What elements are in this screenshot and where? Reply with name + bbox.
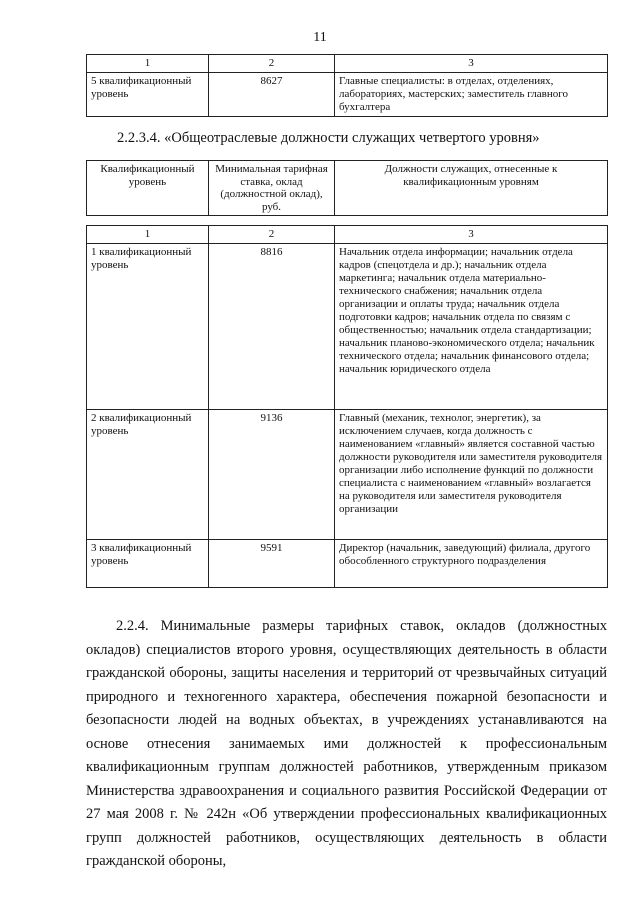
col-number-3: 3 (335, 55, 608, 73)
column-number-row (87, 55, 608, 73)
header-spacer (87, 216, 608, 226)
section-heading: 2.2.3.4. «Общеотраслевые должности служащих четвертого уровня» (117, 130, 540, 146)
col-number-1: 1 (87, 55, 209, 73)
col-number-1: 1 (87, 226, 209, 244)
table-row (87, 540, 608, 588)
salary-rate: 9136 (209, 410, 335, 540)
page-number: 11 (313, 30, 327, 45)
column-number-row (87, 226, 608, 244)
body-paragraph (86, 615, 607, 874)
table-row (87, 410, 608, 540)
header-qualification-level: Квалификационный уровень (87, 161, 209, 216)
positions-list: Главный (механик, технолог, энергетик), за исключением случаев, когда должность с наименованием «главный» является составной частью должности руководителя или заместителя руководителя организации либо исполнение функций по должности специалиста с наименованием «главный» возлагается на руководителя или заместителя руководителя организации (335, 410, 608, 540)
salary-rate: 9591 (209, 540, 335, 588)
salary-rate: 8816 (209, 244, 335, 410)
col-number-2: 2 (209, 226, 335, 244)
positions-list: Начальник отдела информации; начальник отдела кадров (спецотдела и др.); начальник отдела маркетинга; начальник отдела материально-технического снабжения; начальник отдела организации и оплаты труда; начальник отдела подготовки кадров; начальник отдела по связям с общественностью; начальник отдела стандартизации; начальник планово-экономического отдела; начальник технического отдела; начальник финансового отдела; начальник юридического отдела (335, 244, 608, 410)
qualification-level: 1 квалификационный уровень (87, 244, 209, 410)
table-row (87, 244, 608, 410)
positions-list: Главные специалисты: в отделах, отделениях, лабораториях, мастерских; заместитель главного бухгалтера (335, 73, 608, 117)
col-number-3: 3 (335, 226, 608, 244)
table-row (87, 73, 608, 117)
table-continuation (86, 54, 608, 117)
header-min-rate: Минимальная тарифная ставка, оклад (должностной оклад), руб. (209, 161, 335, 216)
positions-list: Директор (начальник, заведующий) филиала, другого обособленного структурного подразделения (335, 540, 608, 588)
qualification-level: 3 квалификационный уровень (87, 540, 209, 588)
salary-rate: 8627 (209, 73, 335, 117)
col-number-2: 2 (209, 55, 335, 73)
header-row (87, 161, 608, 216)
qualification-level: 5 квалификационный уровень (87, 73, 209, 117)
table-fourth-level (86, 160, 608, 588)
qualification-level: 2 квалификационный уровень (87, 410, 209, 540)
header-positions: Должности служащих, отнесенные к квалификационным уровням (335, 161, 608, 216)
paragraph-text: 2.2.4. Минимальные размеры тарифных ставок, окладов (должностных окладов) специалистов второго уровня, осуществляющих деятельность в области гражданской обороны, защиты населения и территорий от чрезвычайных ситуаций природного и техногенного характера, обеспечения пожарной безопасности и безопасности людей на водных объектах, в учреждениях устанавливаются на основе отнесения занимаемых ими должностей к профессиональным квалификационным группам должностей работников, утвержденным приказом Министерства здравоохранения и социального развития Российской Федерации от 27 мая 2008 г. № 242н «Об утверждении профессиональных квалификационных групп должностей работников, осуществляющих деятельность в области гражданской обороны, (86, 618, 607, 869)
